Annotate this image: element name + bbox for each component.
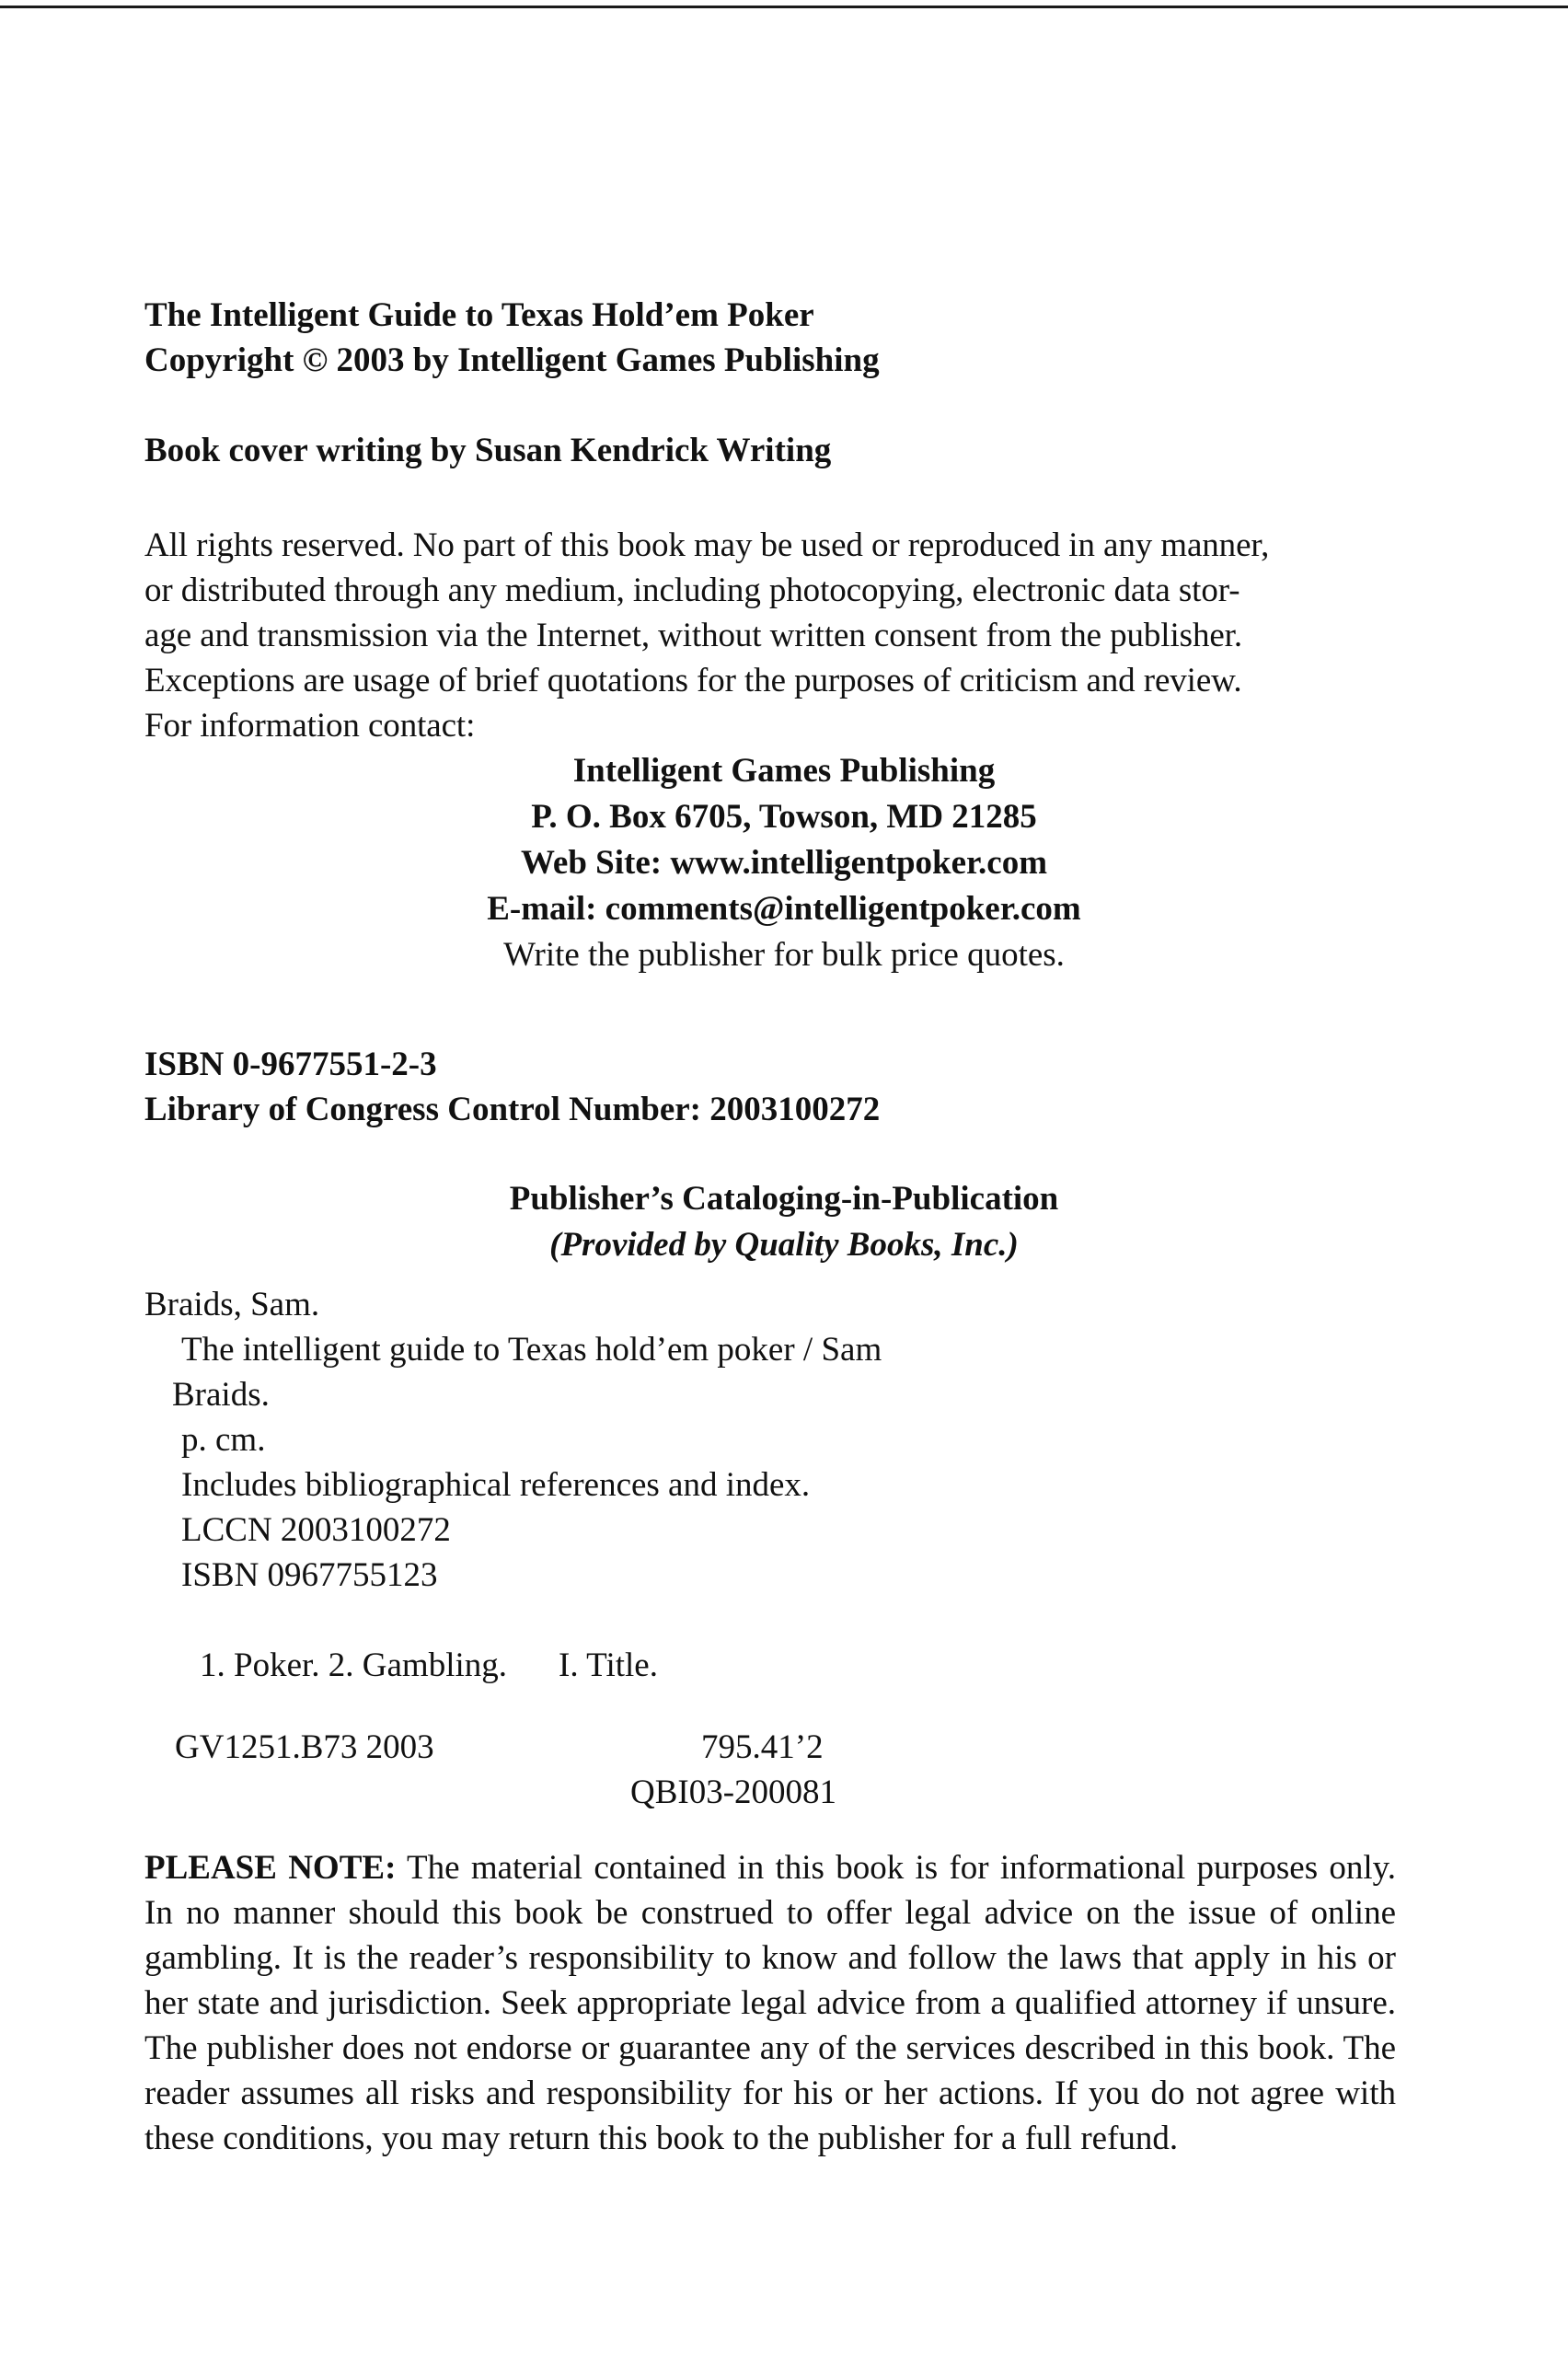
rights-line: age and transmission via the Internet, without written consent from the publisher. xyxy=(144,617,1242,654)
rights-line: or distributed through any medium, including photocopying, electronic data stor- xyxy=(144,572,1240,609)
publisher-name: Intelligent Games Publishing xyxy=(572,752,996,790)
please-note-paragraph xyxy=(144,1845,1396,2161)
note-text: The material contained in this book is for informational purposes only. In no manner should this book be construed to offer legal advice on the issue of online gambling. It is the reader’s responsibility to know and follow the laws that apply in his or her state and jurisdiction. Seek appropriate legal advice from a qualified attorney if unsure. The publisher does not endorse or guarantee any of the services described in this book. The reader assumes all risks and responsibility for his or her actions. If you do not agree with these conditions, you may return this book to the publisher for a full refund. xyxy=(144,1849,1397,2157)
cip-provider: (Provided by Quality Books, Inc.) xyxy=(549,1226,1019,1264)
cip-record xyxy=(144,1282,1249,1598)
note-label: PLEASE NOTE: xyxy=(144,1849,397,1887)
cover-credit xyxy=(144,428,1414,473)
copyright-line: Copyright © 2003 by Intelligent Games Publishing xyxy=(144,341,880,379)
book-title: The Intelligent Guide to Texas Hold’em Poker xyxy=(144,296,814,334)
publisher-email: E-mail: comments@intelligentpoker.com xyxy=(487,890,1081,928)
cip-title: Publisher’s Cataloging-in-Publication xyxy=(509,1180,1059,1218)
cip-lc-class: GV1251.B73 2003 xyxy=(175,1728,434,1766)
lccn-line: Library of Congress Control Number: 2003100272 xyxy=(144,1091,881,1128)
cip-title-line: The intelligent guide to Texas hold’em poker / Sam xyxy=(181,1331,882,1369)
title-block xyxy=(144,293,1414,383)
bulk-quote-note: Write the publisher for bulk price quotes. xyxy=(503,936,1065,974)
cip-qbi: QBI03-200081 xyxy=(630,1774,837,1811)
cip-dewey: 795.41’2 xyxy=(701,1728,824,1766)
cip-pagination: p. cm. xyxy=(181,1421,266,1459)
identifiers-block xyxy=(144,1042,1414,1132)
top-rule xyxy=(0,6,1568,8)
isbn-line: ISBN 0-9677551-2-3 xyxy=(144,1046,437,1083)
cip-author: Braids, Sam. xyxy=(144,1286,320,1323)
cip-subject-list: 1. Poker. 2. Gambling. xyxy=(200,1646,508,1684)
rights-line: Exceptions are usage of brief quotations for the purposes of criticism and review. xyxy=(144,662,1242,699)
cip-heading xyxy=(144,1176,1414,1268)
cip-notes: Includes bibliographical references and index. xyxy=(181,1466,811,1504)
cip-lccn: LCCN 2003100272 xyxy=(181,1511,451,1549)
contact-block xyxy=(144,748,1414,978)
cip-subjects xyxy=(200,1643,658,1688)
rights-paragraph xyxy=(144,523,1414,748)
cover-credit-text: Book cover writing by Susan Kendrick Writing xyxy=(144,432,832,469)
rights-line: For information contact: xyxy=(144,707,476,745)
publisher-website: Web Site: www.intelligentpoker.com xyxy=(520,844,1048,882)
cip-isbn: ISBN 0967755123 xyxy=(181,1556,438,1594)
rights-line: All rights reserved. No part of this book may be used or reproduced in any manner, xyxy=(144,526,1270,564)
cip-title-entry: I. Title. xyxy=(559,1646,658,1684)
cip-title-line: Braids. xyxy=(172,1376,270,1414)
publisher-address: P. O. Box 6705, Towson, MD 21285 xyxy=(531,798,1037,836)
